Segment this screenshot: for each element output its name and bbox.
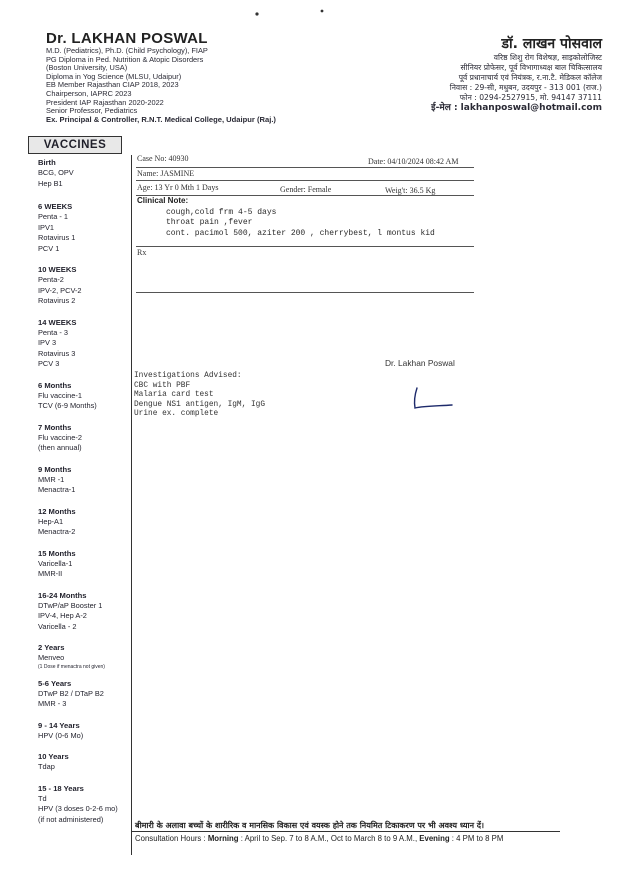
footer-divider (132, 831, 560, 832)
vaccine-note: (1 Dose if menactra not given) (38, 663, 105, 670)
consult-prefix: Consultation Hours : (135, 834, 206, 843)
hindi-line: फोन : 0294-2527915, मो. 94147 37111 (459, 93, 602, 102)
vaccine-item: Td (38, 793, 47, 803)
doctor-name-hindi: डॉ. लाखन पोसवाल (501, 36, 602, 52)
section-divider (136, 246, 474, 247)
vaccine-item: HPV (3 doses 0-2-6 mo) (38, 804, 118, 813)
vaccine-item: IPV 3 (38, 338, 57, 347)
vaccine-item: Hep-A1 (38, 516, 64, 526)
vaccine-group-heading: 15 Months (38, 548, 76, 558)
vaccine-item: Penta - 1 (38, 212, 68, 221)
investigation-item: Malaria card test (134, 391, 214, 399)
vaccine-item: Rotavirus 3 (38, 348, 76, 358)
clinical-note-line: throat pain ,fever (166, 218, 253, 227)
vaccine-group (38, 643, 138, 671)
vaccine-group (38, 507, 138, 538)
hindi-line: वरिष्ठ शिशु रोग विशेषज्ञ, साइकोलोजिस्ट (493, 53, 602, 62)
vaccine-group (38, 549, 138, 580)
vaccine-group-heading: 16-24 Months (38, 590, 87, 600)
vaccine-item: DTwP B2 / DTaP B2 (38, 688, 104, 698)
vaccine-item: MMR - 3 (38, 699, 67, 708)
vaccine-group (38, 679, 138, 710)
clinical-note-line: cough,cold frm 4-5 days (166, 208, 277, 217)
vaccine-item: Varicella-1 (38, 558, 73, 568)
section-divider (136, 292, 474, 293)
vaccine-item: IPV1 (38, 222, 55, 232)
patient-weight: Weig't: 36.5 Kg (385, 186, 436, 195)
vaccine-item: Penta - 3 (38, 327, 68, 337)
vaccine-item: Hep B1 (38, 178, 63, 188)
vaccine-item: HPV (0-6 Mo) (38, 730, 84, 740)
vaccine-item: MMR-II (38, 569, 63, 578)
vaccine-item: Flu vaccine-2 (38, 432, 82, 442)
qualification-line: Senior Professor, Pediatrics (46, 106, 138, 116)
vaccine-group-heading: Birth (38, 158, 56, 167)
morning-hours: : April to Sep. 7 to 8 A.M., Oct to March 8 to 9 A.M., (240, 834, 418, 843)
qualification-line: Chairperson, IAPRC 2023 (46, 88, 132, 98)
vaccine-item: (then annual) (38, 443, 82, 452)
doctor-name-english: Dr. LAKHAN POSWAL (46, 30, 208, 47)
vaccine-group (38, 784, 138, 826)
letterhead-left (46, 30, 346, 124)
qualification-line: EB Member Rajasthan CIAP 2018, 2023 (46, 80, 179, 90)
vaccine-item: IPV-2, PCV-2 (38, 285, 82, 295)
vaccine-group-heading: 9 Months (38, 464, 72, 474)
clinical-note-label: Clinical Note: (137, 196, 189, 205)
field-underline (136, 180, 474, 181)
qualification-line: (Boston University, USA) (46, 63, 128, 73)
field-underline (136, 167, 474, 168)
qualification-line: Diploma in Yog Science (MLSU, Udaipur) (46, 71, 182, 81)
vaccine-group-heading: 15 - 18 Years (38, 783, 84, 793)
vaccine-group (38, 591, 138, 633)
vaccine-group (38, 202, 138, 254)
vaccine-group-heading: 14 WEEKS (38, 317, 77, 327)
vaccine-item: Penta-2 (38, 275, 64, 284)
doctor-signature-name: Dr. Lakhan Poswal (385, 358, 455, 368)
investigations-label: Investigations Advised: (134, 372, 242, 380)
vaccine-group-heading: 6 Months (38, 380, 72, 390)
vaccine-item: Rotavirus 2 (38, 296, 76, 305)
scan-marks (0, 6, 640, 16)
vaccine-group (38, 158, 138, 189)
vaccines-title: VACCINES (28, 136, 122, 154)
qualifications-list (46, 47, 346, 124)
vaccine-item: PCV 3 (38, 359, 60, 368)
vaccine-item: Varicella - 2 (38, 621, 77, 631)
hindi-line: सीनियर प्रोफेसर, पूर्व विभागाध्यक्ष बाल चिकित्सालय (460, 63, 602, 72)
case-number: Case No: 40930 (137, 154, 189, 163)
vaccine-group-heading: 6 WEEKS (38, 202, 73, 211)
vaccine-item: DTwP/aP Booster 1 (38, 600, 103, 610)
vaccine-item: Tdap (38, 762, 55, 771)
vaccine-group (38, 721, 138, 742)
vaccine-group (38, 265, 138, 307)
qualification-line: M.D. (Pediatrics), Ph.D. (Child Psychology), FIAP (46, 46, 208, 55)
vaccine-item: PCV 1 (38, 243, 60, 253)
vaccine-group (38, 752, 138, 773)
hindi-line: निवास : 29-सी, मधुबन, उदयपुर - 313 001 (राज.) (449, 83, 602, 92)
vaccine-item: Menactra-2 (38, 527, 76, 536)
vaccine-item: IPV-4, Hep A-2 (38, 611, 87, 620)
vaccine-item: Flu vaccine-1 (38, 390, 82, 400)
investigation-item: CBC with PBF (134, 381, 191, 390)
vaccine-item: BCG, OPV (38, 168, 74, 177)
patient-name: Name: JASMINE (137, 169, 195, 178)
morning-label: Morning (207, 834, 239, 843)
qualification-line: President IAP Rajasthan 2020-2022 (46, 97, 164, 107)
vaccine-item: MMR -1 (38, 474, 65, 484)
handwritten-signature (408, 384, 458, 414)
letterhead-right (392, 34, 602, 113)
vaccine-group-heading: 12 Months (38, 506, 76, 516)
hindi-line: पूर्व प्रधानाचार्य एवं नियंत्रक, र.ना.टै. मेडिकल कॉलेज (458, 73, 602, 82)
rx-label: Rx (137, 248, 147, 257)
vaccine-group-heading: 7 Months (38, 422, 72, 432)
investigations-block (134, 372, 265, 420)
vaccine-group (38, 381, 138, 412)
vaccine-group-heading: 2 Years (38, 643, 65, 652)
qualification-line: PG Diploma in Ped. Nutrition & Atopic Disorders (46, 54, 204, 64)
vaccine-item: (if not administered) (38, 814, 104, 824)
footer-hindi-note: बीमारी के अलावा बच्चों के शारीरिक व मानसिक विकास एवं वयस्क होने तक नियमित टिकाकरण पर भी अवश्य ध्यान दें। (135, 821, 485, 830)
clinical-note-line: cont. pacimol 500, aziter 200 , cherrybest, l montus kid (166, 229, 435, 238)
evening-hours: : 4 PM to 8 PM (451, 834, 504, 843)
vaccine-group-heading: 5-6 Years (38, 678, 72, 688)
vaccine-group (38, 318, 138, 370)
evening-label: Evening (419, 834, 450, 843)
investigation-item: Dengue NS1 antigen, IgM, IgG (134, 400, 266, 409)
vaccine-group-heading: 10 Years (38, 752, 69, 761)
qualification-bold-line: Ex. Principal & Controller, R.N.T. Medical College, Udaipur (Raj.) (46, 114, 276, 124)
email-line: ई-मेल : lakhanposwal@hotmail.com (431, 103, 602, 113)
vaccine-group-heading: 9 - 14 Years (38, 720, 80, 730)
visit-date: Date: 04/10/2024 08:42 AM (368, 157, 459, 166)
investigation-item: Urine ex. complete (134, 410, 219, 418)
vaccine-item: Rotavirus 1 (38, 233, 76, 242)
vaccine-group (38, 423, 138, 454)
patient-age: Age: 13 Yr 0 Mth 1 Days (137, 183, 219, 192)
vaccine-group-heading: 10 WEEKS (38, 265, 77, 274)
vaccine-schedule (38, 158, 138, 825)
patient-gender: Gender: Female (280, 185, 332, 194)
vaccine-item: Menactra-1 (38, 485, 76, 494)
consultation-hours (135, 834, 503, 843)
vaccine-item: Menveo (38, 653, 65, 662)
vaccine-group (38, 465, 138, 496)
vaccine-item: TCV (6-9 Months) (38, 401, 97, 410)
